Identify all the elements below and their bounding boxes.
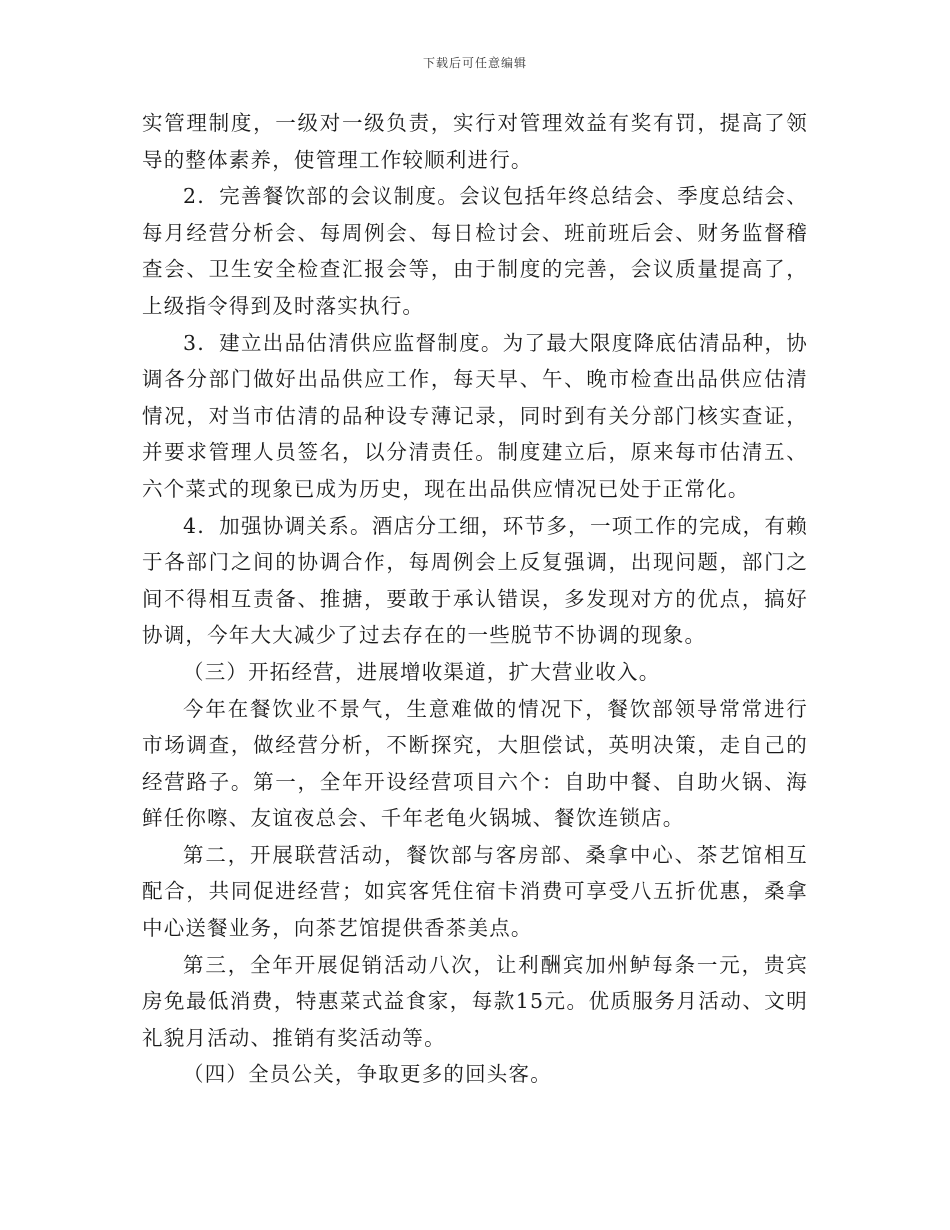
paragraph-1: 实管理制度，一级对一级负责，实行对管理效益有奖有罚，提高了领导的整体素养，使管理工作较顺利进行。	[142, 111, 808, 172]
document-body	[142, 105, 808, 1093]
page-header: 下载后可任意编辑	[422, 56, 527, 70]
paragraph-4: 4．加强协调关系。酒店分工细，环节多，一项工作的完成，有赖于各部门之间的协调合作，每周例会上反复强调，出现问题，部门之间不得相互责备、推搪，要敢于承认错误，多发现对方的优点，搞好协调，今年大大减少了过去存在的一些脱节不协调的现象。	[142, 513, 808, 648]
paragraph-7: 第三，全年开展促销活动八次，让利酬宾加州鲈每条一元，贵宾房免最低消费，特惠菜式益食家，每款15元。优质服务月活动、文明礼貌月活动、推销有奖活动等。	[142, 952, 808, 1050]
paragraph-6: 第二，开展联营活动，餐饮部与客房部、桑拿中心、茶艺馆相互配合，共同促进经营；如宾客凭住宿卡消费可享受八五折优惠，桑拿中心送餐业务，向茶艺馆提供香茶美点。	[142, 842, 808, 941]
paragraph-5: 今年在餐饮业不景气，生意难做的情况下，餐饮部领导常常进行市场调查，做经营分析，不断探究，大胆偿试，英明决策，走自己的经营路子。第一，全年开设经营项目六个：自助中餐、自助火锅、海鲜任你嚓、友谊夜总会、千年老龟火锅城、餐饮连锁店。	[142, 696, 808, 831]
section-heading-4: （四）全员公关，争取更多的回头客。	[183, 1062, 552, 1087]
paragraph-2: 2．完善餐饮部的会议制度。会议包括年终总结会、季度总结会、每月经营分析会、每周例会、每日检讨会、班前班后会、财务监督稽查会、卫生安全检查汇报会等，由于制度的完善，会议质量提高了，上级指令得到及时落实执行。	[142, 184, 808, 318]
section-heading-3: （三）开拓经营，进展增收渠道，扩大营业收入。	[183, 659, 661, 684]
paragraph-3: 3．建立出品估清供应监督制度。为了最大限度降底估清品种，协调各分部门做好出品供应工作，每天早、午、晚市检查出品供应估清情况，对当市估清的品种设专薄记录，同时到有关分部门核实查证，并要求管理人员签名，以分清责任。制度建立后，原来每市估清五、六个菜式的现象已成为历史，现在出品供应情况已处于正常化。	[142, 330, 808, 501]
